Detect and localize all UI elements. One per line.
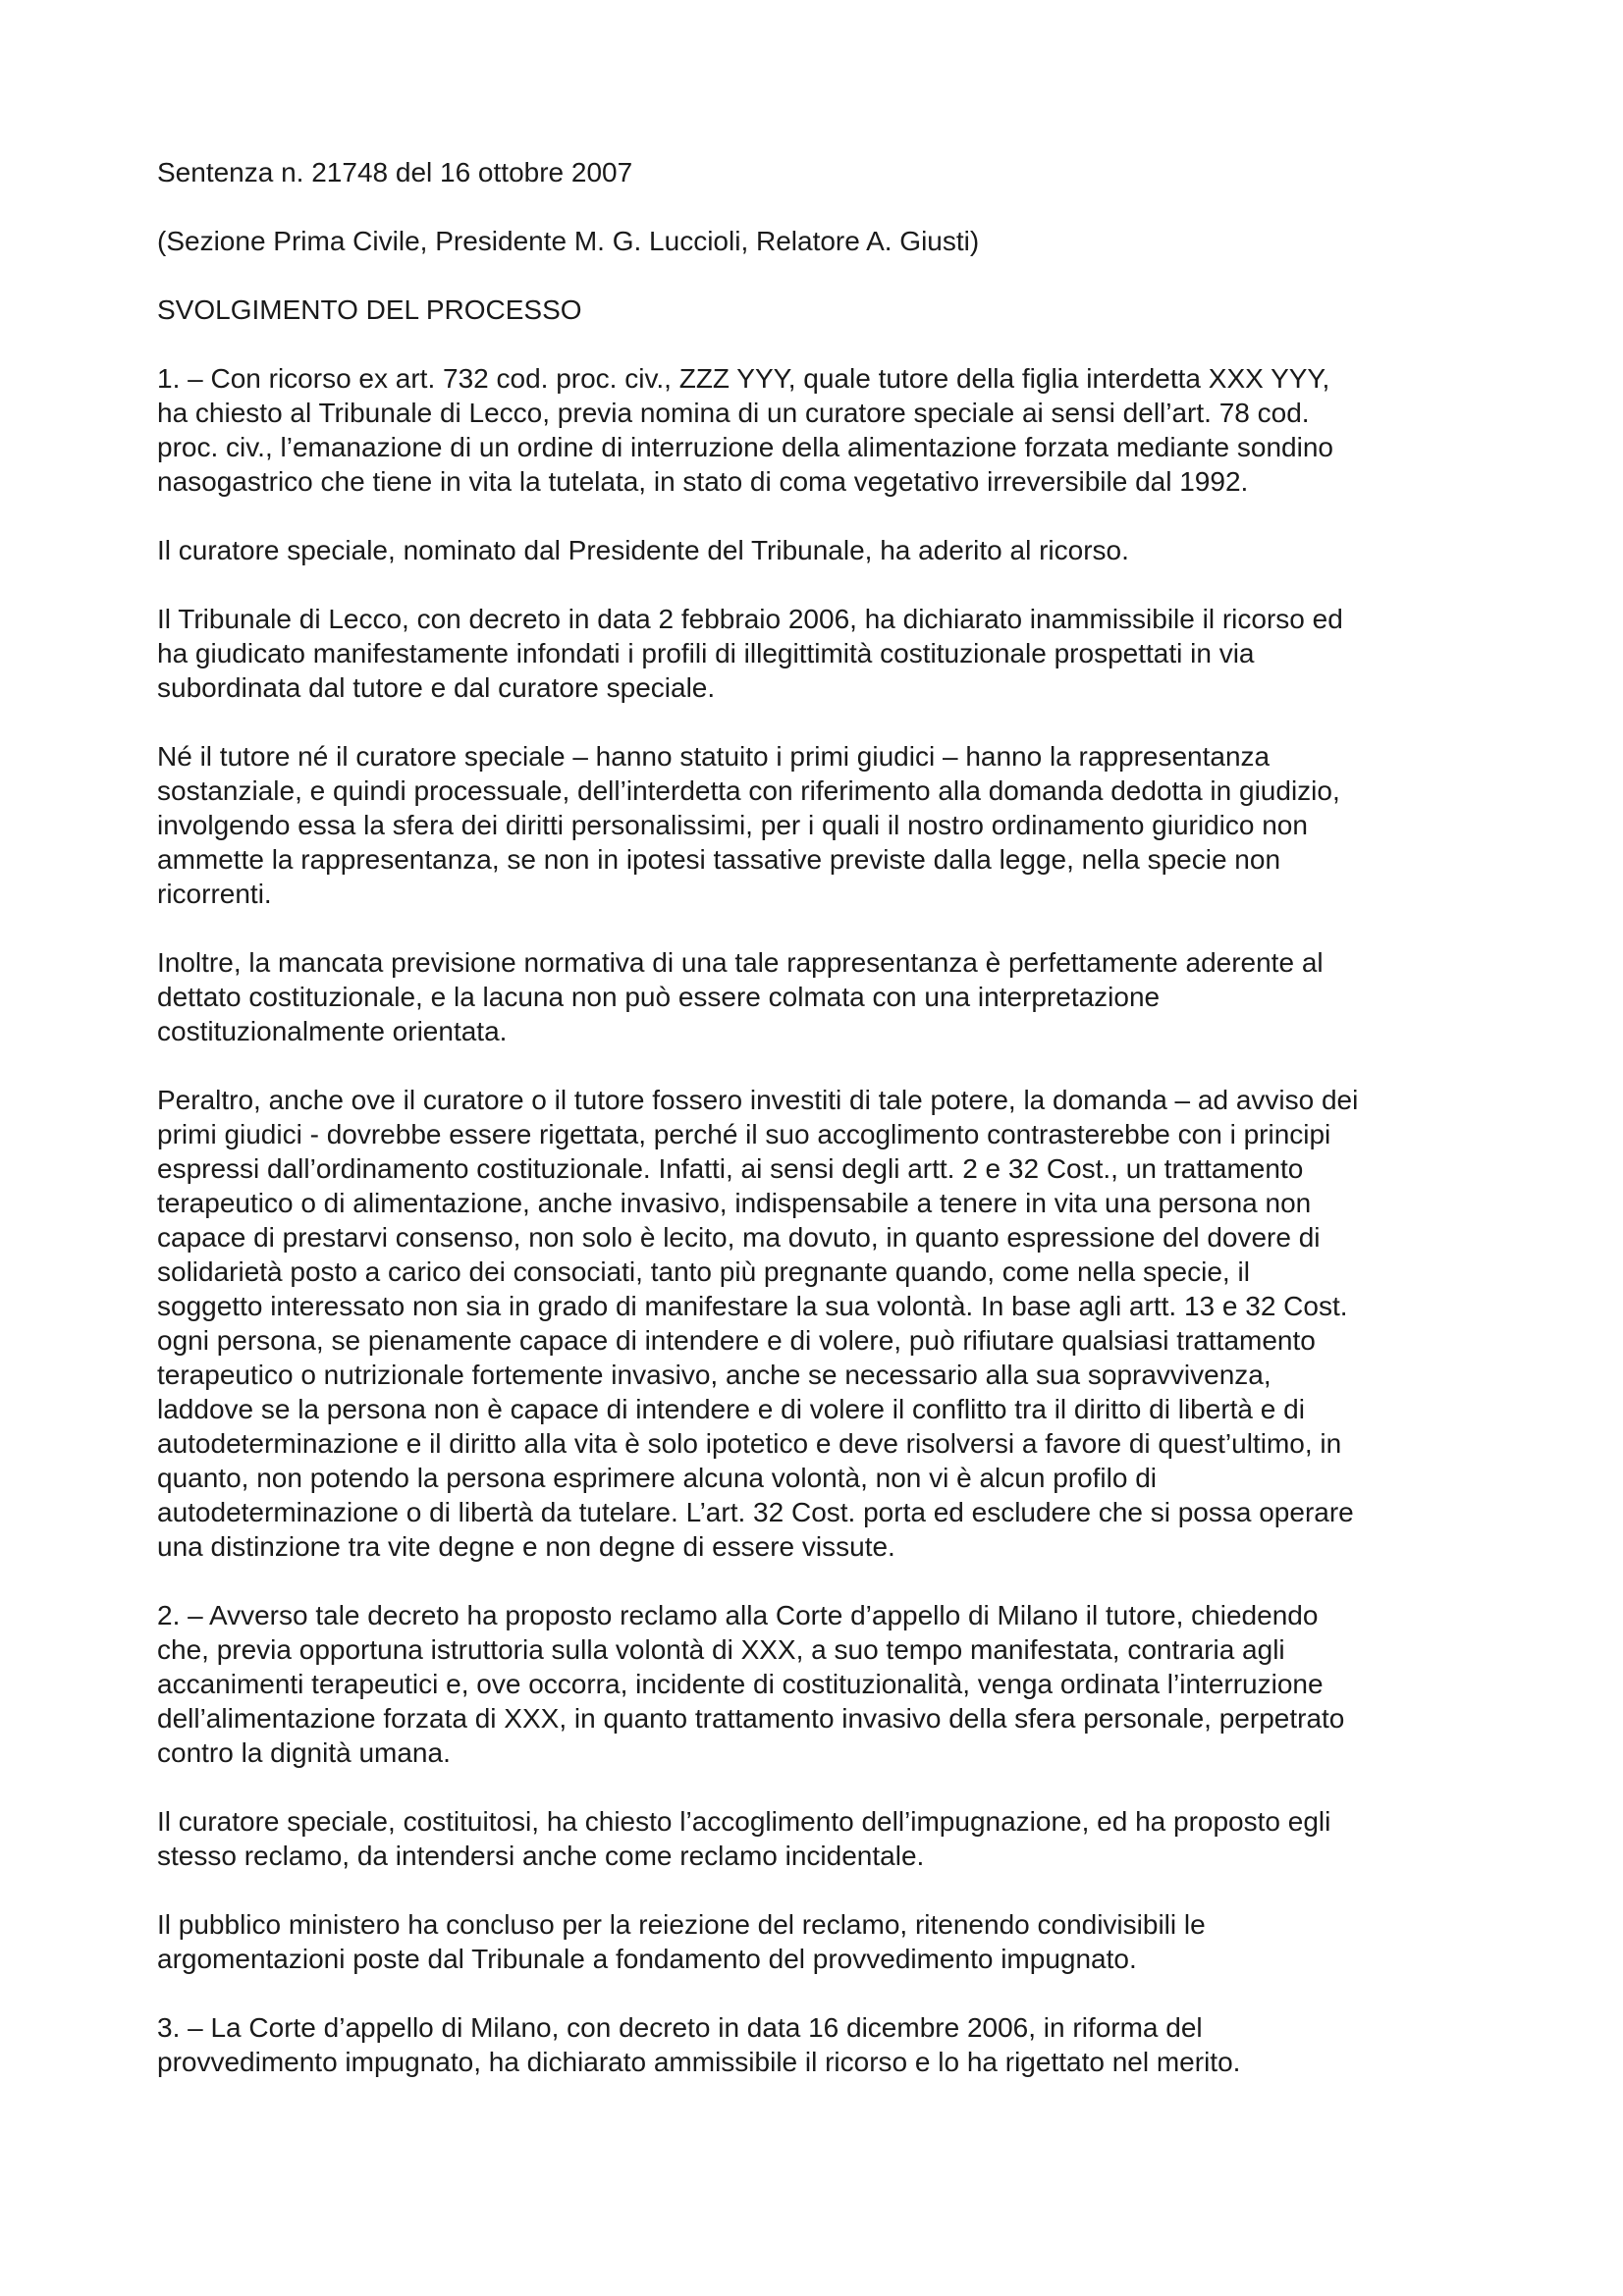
document-subtitle: (Sezione Prima Civile, Presidente M. G. Luccioli, Relatore A. Giusti)	[157, 226, 980, 256]
paragraph-4: Né il tutore né il curatore speciale – hanno statuito i primi giudici – hanno la rappresentanza sostanziale, e quindi processuale, dell’interdetta con riferimento alla domanda dedotta in giudizio, involgendo essa la sfera dei diritti personalissimi, per i quali il nostro ordinamento giuridico non ammette la rappresentanza, se non in ipotesi tassative previste dalla legge, nella specie non ricorrenti.	[157, 741, 1340, 909]
paragraph-2: Il curatore speciale, nominato dal Presidente del Tribunale, ha aderito al ricorso.	[157, 535, 1129, 565]
paragraph-6: Peraltro, anche ove il curatore o il tutore fossero investiti di tale potere, la domanda – ad avviso dei primi giudici - dovrebbe essere rigettata, perché il suo accoglimento contrasterebbe con i principi espressi dall’ordinamento costituzionale. Infatti, ai sensi degli artt. 2 e 32 Cost., un trattamento terapeutico o di alimentazione, anche invasivo, indispensabile a tenere in vita una persona non capace di prestarvi consenso, non solo è lecito, ma dovuto, in quanto espressione del dovere di solidarietà posto a carico dei consociati, tanto più pregnante quando, come nella specie, il soggetto interessato non sia in grado di manifestare la sua volontà. In base agli artt. 13 e 32 Cost. ogni persona, se pienamente capace di intendere e di volere, può rifiutare qualsiasi trattamento terapeutico o nutrizionale fortemente invasivo, anche se necessario alla sua sopravvivenza, laddove se la persona non è capace di intendere e di volere il conflitto tra il diritto di libertà e di autodeterminazione e il diritto alla vita è solo ipotetico e deve risolversi a favore di quest’ultimo, in quanto, non potendo la persona esprimere alcuna volontà, non vi è alcun profilo di autodeterminazione o di libertà da tutelare. L’art. 32 Cost. porta ed escludere che si possa operare una distinzione tra vite degne e non degne di essere vissute.	[157, 1085, 1359, 1562]
document-title: Sentenza n. 21748 del 16 ottobre 2007	[157, 157, 633, 187]
paragraph-7: 2. – Avverso tale decreto ha proposto reclamo alla Corte d’appello di Milano il tutore, chiedendo che, previa opportuna istruttoria sulla volontà di XXX, a suo tempo manifestata, contraria agli accanimenti terapeutici e, ove occorra, incidente di costituzionalità, venga ordinata l’interruzione dell’alimentazione forzata di XXX, in quanto trattamento invasivo della sfera personale, perpetrato contro la dignità umana.	[157, 1600, 1345, 1768]
section-heading: SVOLGIMENTO DEL PROCESSO	[157, 294, 582, 325]
paragraph-9: Il pubblico ministero ha concluso per la reiezione del reclamo, ritenendo condivisibili le argomentazioni poste dal Tribunale a fondamento del provvedimento impugnato.	[157, 1909, 1206, 1974]
paragraph-3: Il Tribunale di Lecco, con decreto in data 2 febbraio 2006, ha dichiarato inammissibile il ricorso ed ha giudicato manifestamente infondati i profili di illegittimità costituzionale prospettati in via subordinata dal tutore e dal curatore speciale.	[157, 604, 1343, 703]
document-body	[157, 155, 1492, 2113]
paragraph-1: 1. – Con ricorso ex art. 732 cod. proc. civ., ZZZ YYY, quale tutore della figlia interdetta XXX YYY, ha chiesto al Tribunale di Lecco, previa nomina di un curatore speciale ai sensi dell’art. 78 cod. proc. civ., l’emanazione di un ordine di interruzione della alimentazione forzata mediante sondino nasogastrico che tiene in vita la tutelata, in stato di coma vegetativo irreversibile dal 1992.	[157, 363, 1333, 497]
paragraph-8: Il curatore speciale, costituitosi, ha chiesto l’accoglimento dell’impugnazione, ed ha proposto egli stesso reclamo, da intendersi anche come reclamo incidentale.	[157, 1806, 1331, 1871]
paragraph-5: Inoltre, la mancata previsione normativa di una tale rappresentanza è perfettamente aderente al dettato costituzionale, e la lacuna non può essere colmata con una interpretazione costituzionalmente orientata.	[157, 947, 1324, 1046]
paragraph-10: 3. – La Corte d’appello di Milano, con decreto in data 16 dicembre 2006, in riforma del provvedimento impugnato, ha dichiarato ammissibile il ricorso e lo ha rigettato nel merito.	[157, 2012, 1241, 2077]
